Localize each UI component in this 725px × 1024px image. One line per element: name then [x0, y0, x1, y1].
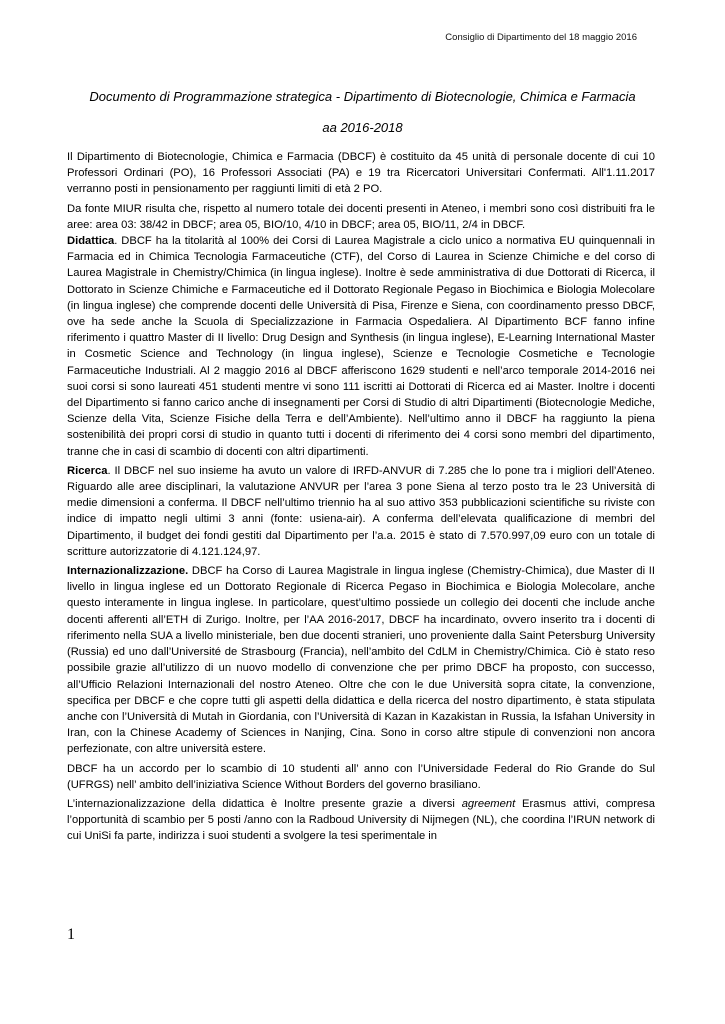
paragraph-internazionalizzazione — [67, 563, 655, 757]
paragraph-didattica — [67, 233, 655, 460]
page-number: 1 — [67, 926, 75, 943]
didattica-text: . DBCF ha la titolarità al 100% dei Corsi di Laurea Magistrale a ciclo unico a normativa EU quinquennali in Farmacia ed in Chimica Tecnologia Farmaceutiche (CTF), del Corso di Laurea in Scienze Chimiche e del corso di Laurea Magistrale in Chemistry/Chimica (in lingua inglese). Inoltre è sede amministrativa di due Dottorati di Ricerca, il Dottorato in Scienze Chimiche e Farmaceutiche ed il Dottorato Regionale Pegaso in Biochimica e Biologia Molecolare (in lingua inglese) che comprende docenti delle Università di Pisa, Firenze e Siena, con coordinamento presso DBCF, ove ha sede anche la Scuola di Specializzazione in Farmacia Ospedaliera. Al Dipartimento BCF fanno infine riferimento i quattro Master di II livello: Drug Design and Synthesis (in lingua inglese), E-Learning International Master in Cosmetic Science and Technology (in lingua inglese), Scienze e Tecnologie Cosmetiche e Tecnologie Farmaceutiche Industriali. Al 2 maggio 2016 al DBCF afferiscono 1629 studenti e nell’arco temporale 2014-2016 nei suoi corsi si sono laureati 451 studenti mentre vi sono 111 iscritti ai Dottorati di Ricerca ed ai Master. Inoltre i docenti del Dipartimento si fanno carico anche di insegnamenti per Corsi di Studio di altri Dipartimenti (Biotecnologie Mediche, Scienze della Vita, Scienze Fisiche della Terra e dell’Ambiente). Nell’ultimo anno il DBCF ha raggiunto la piena sostenibilità dei propri corsi di studio in quanto tutti i docenti di riferimento dei 4 corsi sono membri del dipartimento, tranne che in casi di scambio di docenti con altri dipartimenti. — [67, 235, 655, 458]
paragraph-miur: Da fonte MIUR risulta che, rispetto al numero totale dei docenti presenti in Ateneo, i membri sono così distribuiti fra le aree: area 03: 38/42 in DBCF; area 05, BIO/10, 4/10 in DBCF; area 05, BIO/11, 2/4 in DBCF. — [67, 202, 655, 231]
erasmus-emphasis: agreement — [461, 797, 516, 810]
heading-didattica: Didattica — [67, 235, 115, 248]
ricerca-text: . Il DBCF nel suo insieme ha avuto un valore di IRFD-ANVUR di 7.285 che lo pone tra i migliori dell’Ateneo. Riguardo alle aree disciplinari, la valutazione ANVUR per l’area 3 pone Siena al terzo posto tra le 23 Università di medie dimensioni a conferma. Il DBCF nell’ultimo triennio ha al suo attivo 353 pubblicazioni scientifiche su riviste con indice di impatto negli ultimi 3 anni (fonte: usiena-air). A conferma dell’elevata qualificazione di membri del Dipartimento, il budget dei fondi gestiti dal Dipartimento per l’a.a. 2015 è stato di 7.570.997,09 euro con un totale di scritture autorizzatorie di 4.121.124,97. — [67, 464, 655, 558]
heading-internazionalizzazione: Internazionalizzazione. — [67, 565, 189, 578]
document-body — [67, 149, 655, 848]
document-title: Documento di Programmazione strategica - Dipartimento di Biotecnologie, Chimica e Farmacia — [89, 89, 636, 104]
heading-ricerca: Ricerca — [67, 464, 108, 477]
erasmus-text-b: Erasmus attivi, compresa l’opportunità di scambio per 5 posti /anno con la Radboud University di Nijmegen (NL), che coordina l’IRUN network di cui UniSi fa parte, indirizza i suoi studenti a svolgere la tesi sperimentale in — [67, 797, 655, 843]
paragraph-exchange: DBCF ha un accordo per lo scambio di 10 studenti all’ anno con l’Universidade Federal do Rio Grande do Sul (UFRGS) nell’ ambito dell’iniziativa Science Without Borders del governo brasiliano. — [67, 762, 655, 791]
internazionalizzazione-text: DBCF ha Corso di Laurea Magistrale in lingua inglese (Chemistry-Chimica), due Master di II livello in lingua inglese ed un Dottorato Regionale di Ricerca Pegaso in Biochimica e Biologia Molecolare, anche questo interamente in lingua inglese. In particolare, quest’ultimo possiede un collegio dei docenti che include anche docenti afferenti all’ETH di Zurigo. Inoltre, per l’AA 2016-2017, DBCF ha incardinato, ovvero inserito tra i docenti di riferimento nella SUA a livello ministeriale, ben due docenti stranieri, uno proveniente dalla Saint Petersburg University (Russia) ed uno dall’Université de Strasbourg (Francia), nell’ambito del CdLM in Chemistry/Chimica. Ciò è stato reso possibile grazie all’utilizzo di un nuovo modello di convenzione che per primo DBCF ha proposto, con successo, all’Ufficio Relazioni Internazionali del nostro Ateneo. Oltre che con le due Università sopra citate, la convenzione, specifica per DBCF e che copre tutti gli aspetti della didattica e della ricerca del nostro dipartimento, è stata stipulata anche con l’Università di Mutah in Giordania, con l’Università di Kazan in Kazakistan in Russia, la Isfahan University in Iran, con la Chinese Academy of Sciences in Nanjing, Cina. Sono in corso altre stipule di convenzioni non ancora perfezionate, con altre università estere. — [67, 565, 655, 756]
erasmus-text-a: L’internazionalizzazione della didattica è Inoltre presente grazie a diversi — [67, 797, 462, 810]
paragraph-erasmus — [67, 796, 655, 845]
running-header: Consiglio di Dipartimento del 18 maggio 2016 — [445, 32, 637, 43]
paragraph-intro: Il Dipartimento di Biotecnologie, Chimica e Farmacia (DBCF) è costituito da 45 unità di personale docente di cui 10 Professori Ordinari (PO), 16 Professori Associati (PA) e 19 tra Ricercatori Universitari Confermati. All'1.11.2017 verranno posti in pensionamento per raggiunti limiti di età 2 PO. — [67, 151, 655, 196]
document-subtitle-years: aa 2016-2018 — [322, 120, 403, 135]
paragraph-ricerca — [67, 463, 655, 560]
